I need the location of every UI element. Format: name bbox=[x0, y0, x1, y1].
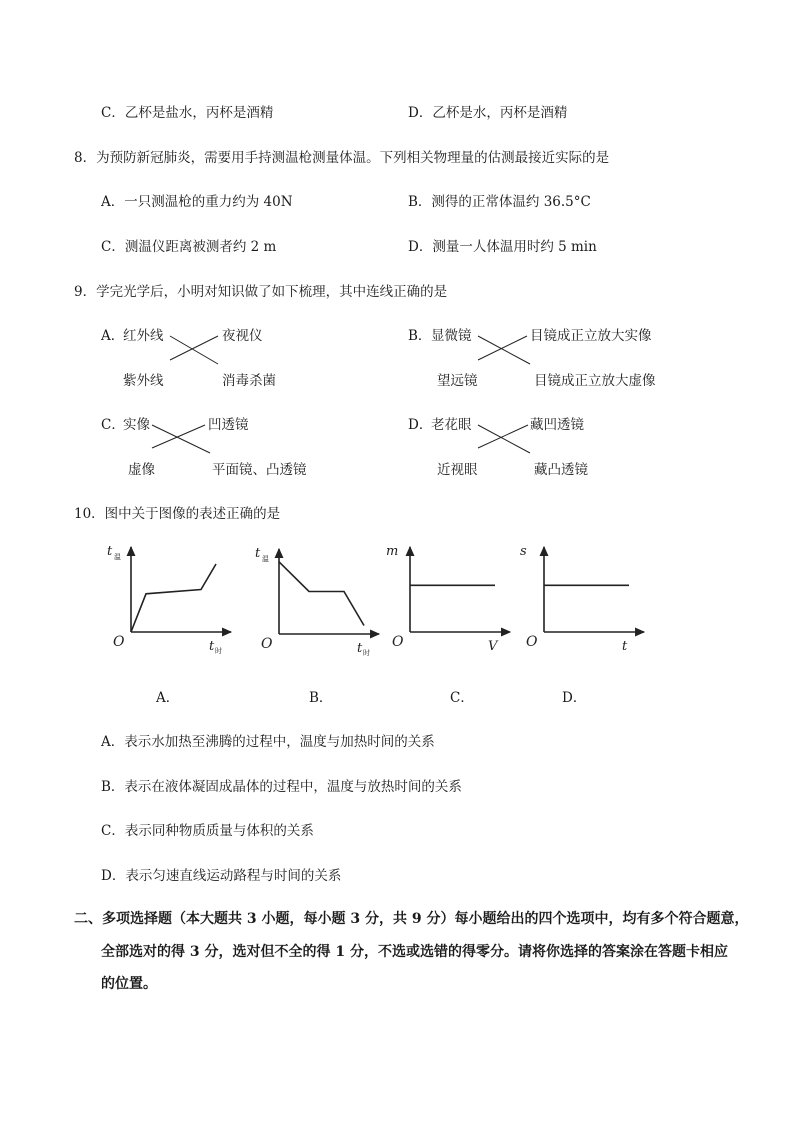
q7-option-d: D．乙杯是水，丙杯是酒精 bbox=[408, 105, 568, 121]
q10-option-d: D．表示匀速直线运动路程与时间的关系 bbox=[101, 868, 342, 884]
q10-option-b: B．表示在液体凝固成晶体的过程中，温度与放热时间的关系 bbox=[101, 779, 462, 795]
graph-c-x-label: V bbox=[488, 639, 498, 654]
q9b-label: B． bbox=[408, 328, 432, 344]
q8-option-a: A．一只测温枪的重力约为 40N bbox=[101, 194, 293, 210]
q9c-bottom-right: 平面镜、凸透镜 bbox=[212, 462, 307, 478]
graph-a-origin: O bbox=[113, 634, 125, 650]
q9a-top-left: 红外线 bbox=[123, 328, 164, 344]
q9a-bottom-left: 紫外线 bbox=[123, 373, 164, 389]
section2-line1: 二、多项选择题（本大题共 3 小题，每小题 3 分，共 9 分）每小题给出的四个选项中，均有多个符合题意， bbox=[74, 911, 749, 927]
q7-option-c: C．乙杯是盐水，丙杯是酒精 bbox=[101, 105, 274, 121]
q8-option-c: C．测温仪距离被测者约 2 m bbox=[101, 239, 277, 255]
graph-c-y-label: m bbox=[386, 544, 399, 559]
q8-stem: 8．为预防新冠肺炎，需要用手持测温枪测量体温。下列相关物理量的估测最接近实际的是 bbox=[74, 150, 610, 166]
graph-b-curve bbox=[279, 562, 364, 626]
graph-b-y-sub: 温 bbox=[262, 555, 269, 563]
graph-a-y-label: t bbox=[107, 544, 113, 559]
q9b-bottom-right: 目镜成正立放大虚像 bbox=[534, 373, 656, 389]
section2-line3: 的位置。 bbox=[101, 976, 157, 992]
q9d-bottom-right: 藏凸透镜 bbox=[534, 462, 588, 478]
q9d-top-left: 老花眼 bbox=[431, 417, 472, 433]
q9-stem: 9．学完光学后，小明对知识做了如下梳理，其中连线正确的是 bbox=[74, 284, 448, 300]
graph-d-origin: O bbox=[526, 634, 538, 650]
q10-graph-c-label: C． bbox=[450, 690, 474, 706]
q10-graph-b-label: B． bbox=[309, 690, 333, 706]
section2-line2: 全部选对的得 3 分，选对但不全的得 1 分，不选或选错的得零分。请将你选择的答案涂在答题卡相应 bbox=[101, 944, 728, 960]
q9b-top-right: 目镜成正立放大实像 bbox=[530, 328, 652, 344]
q9c-label: C． bbox=[101, 417, 125, 433]
q10-option-c: C．表示同种物质质量与体积的关系 bbox=[101, 823, 314, 839]
graph-c-origin: O bbox=[392, 634, 404, 650]
q9c-top-right: 凹透镜 bbox=[208, 417, 249, 433]
q8-option-d: D．测量一人体温用时约 5 min bbox=[408, 239, 597, 255]
graph-d-x-label: t bbox=[622, 639, 628, 654]
q9b-bottom-left: 望远镜 bbox=[437, 373, 478, 389]
q9c-top-left: 实像 bbox=[123, 417, 150, 433]
graph-b-x-sub: 时 bbox=[363, 649, 370, 657]
graph-a-x-sub: 时 bbox=[215, 647, 222, 655]
q9b-top-left: 显微镜 bbox=[431, 328, 472, 344]
graph-a-curve bbox=[131, 564, 216, 632]
q10-option-a: A．表示水加热至沸腾的过程中，温度与加热时间的关系 bbox=[101, 734, 435, 750]
q9c-bottom-left: 虚像 bbox=[128, 462, 155, 478]
graph-b-origin: O bbox=[261, 636, 273, 652]
graph-b-y-label: t bbox=[255, 546, 261, 561]
q9a-top-right: 夜视仪 bbox=[222, 328, 263, 344]
q10-stem: 10．图中关于图像的表述正确的是 bbox=[74, 506, 281, 522]
q9d-label: D． bbox=[408, 417, 433, 433]
q10-graph-a-label: A． bbox=[156, 690, 180, 706]
q9a-bottom-right: 消毒杀菌 bbox=[222, 373, 276, 389]
graph-a-y-sub: 温 bbox=[114, 553, 121, 561]
graph-d-y-label: s bbox=[520, 544, 527, 559]
q9d-bottom-left: 近视眼 bbox=[437, 462, 478, 478]
q8-option-b: B．测得的正常体温约 36.5°C bbox=[408, 194, 591, 210]
graph-b-x-label: t bbox=[357, 641, 363, 656]
q10-graph-d-label: D． bbox=[562, 690, 587, 706]
q9d-top-right: 藏凹透镜 bbox=[530, 417, 584, 433]
graph-a-x-label: t bbox=[209, 639, 215, 654]
q9a-label: A． bbox=[101, 328, 125, 344]
